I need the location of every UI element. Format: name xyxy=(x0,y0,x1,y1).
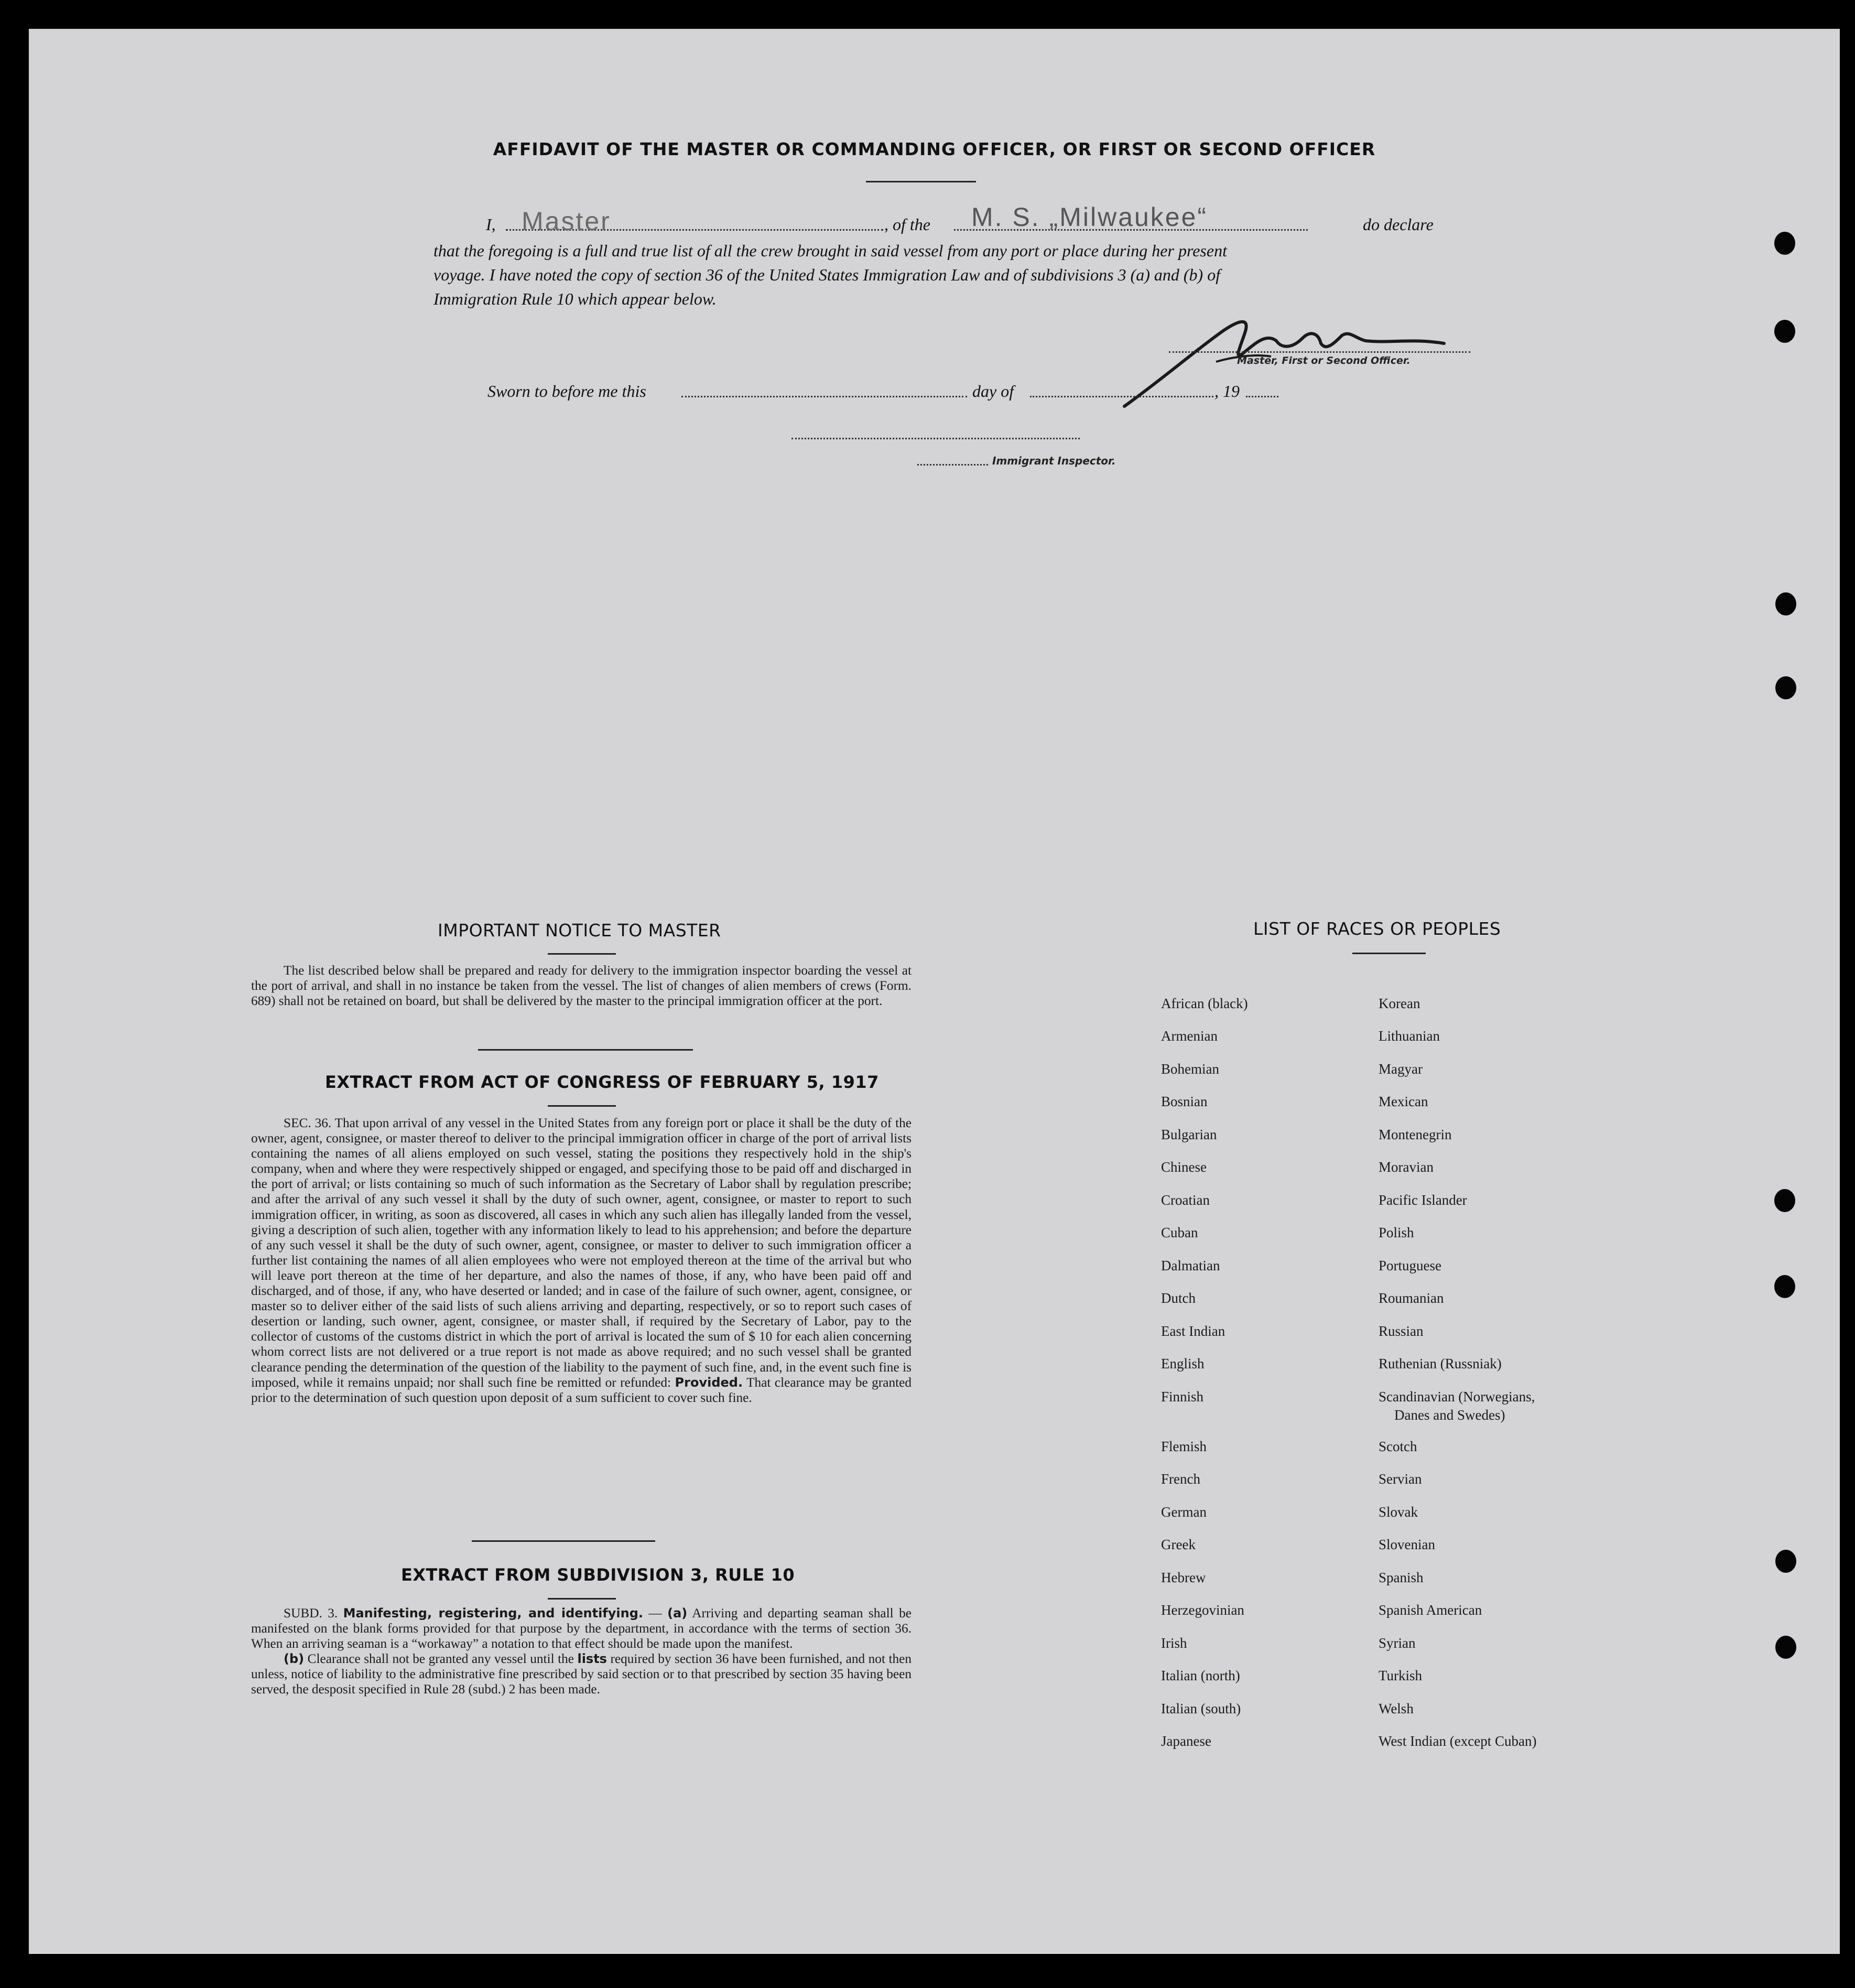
vessel-filled: M. S. „Milwaukee“ xyxy=(971,202,1208,232)
race-item: Servian xyxy=(1379,1471,1422,1487)
race-item: Italian (north) xyxy=(1161,1668,1240,1683)
subd-b-text-2: required by section 36 have been furnished, and not then unless, notice of liability to the administrative fine prescribed by said section or to that prescribed by section 35 having been served, the desposit specified in Rule 28 (subd.) 2 has been made. xyxy=(251,1651,912,1697)
affidavit-declare-label: do declare xyxy=(1363,215,1434,234)
race-item: Roumanian xyxy=(1379,1290,1444,1306)
race-item: Dutch xyxy=(1161,1290,1196,1306)
extract-rule-title: EXTRACT FROM SUBDIVISION 3, RULE 10 xyxy=(401,1565,795,1585)
race-item: Dalmatian xyxy=(1161,1258,1220,1273)
race-item: Bulgarian xyxy=(1161,1127,1217,1142)
subd-a-label: (a) xyxy=(667,1606,688,1620)
affidavit-line-2: that the foregoing is a full and true list of all the crew brought in said vessel from any port or place during her present xyxy=(433,241,1227,260)
binder-hole xyxy=(1775,676,1796,699)
notice-end-rule xyxy=(478,1049,693,1051)
race-item: Welsh xyxy=(1379,1701,1414,1716)
month-line xyxy=(1030,396,1213,397)
inspector-signature-line xyxy=(791,438,1080,439)
binder-hole xyxy=(1774,1189,1795,1212)
race-item: Moravian xyxy=(1379,1159,1434,1175)
race-item: Mexican xyxy=(1379,1094,1428,1109)
year-line xyxy=(1246,396,1278,397)
subd-b-label: (b) xyxy=(284,1651,305,1667)
extract-rule-text-block xyxy=(251,1606,912,1698)
affidavit-line-4: Immigration Rule 10 which appear below. xyxy=(433,289,717,308)
extract-act-end-rule xyxy=(472,1540,655,1542)
signature-line xyxy=(1169,351,1470,353)
race-item: Pacific Islander xyxy=(1379,1192,1467,1208)
extract-act-text: SEC. 36. That upon arrival of any vessel in the United States from any foreign port or place it shall be the duty of the owner, agent, consignee, or master thereof to deliver to the principal immigration officer in charge of the port of arrival lists containing the names of all aliens employed on such vessel, stating the positions they respectively hold in the ship's company, when and where they were respectively shipped or engaged, and specifying those to be paid off and discharged in the port of arrival; or lists containing so much of such information as the Secretary of Labor shall by regulation prescribe; and after the arrival of any such vessel it shall by the duty of such owner, agent, consignee, or master to report to such immigration officer, in writing, as soon as discovered, all cases in which any such alien has illegally landed from the vessel, giving a description of such alien, together with any information likely to lead to his apprehension; and before the departure of any such vessel it shall be the duty of such owner, agent, consignee, or master to deliver to such immigration officer a further list containing the names of all alien employees who were not employed thereon at the time of the arrival but who will leave port thereon at the time of her departure, and also the names of those, if any, who have been paid off and discharged, and of those, if any, who have deserted or landed; and in case of the failure of such owner, agent, consignee, or master so to deliver either of the said lists of such aliens arriving and departing, respectively, or so to report such cases of desertion or landing, such owner, agent, consignee, or master shall, if required by the Secretary of Labor, pay to the collector of customs of the customs district in which the port of arrival is located the sum of $ 10 for each alien concerning whom correct lists are not delivered or a true report is not made as above required; and no such vessel shall be granted clearance pending the determination of the question of the liability to the payment of such fine, and, in the event such fine is imposed, while it remains unpaid; nor shall such fine be remitted or refunded: xyxy=(251,1116,912,1390)
race-item: Scotch xyxy=(1379,1439,1417,1454)
subd-heading: Manifesting, registering, and identifying. xyxy=(343,1606,644,1620)
subd-b-text-1: Clearance shall not be granted any vessel until the xyxy=(307,1651,574,1667)
race-item: Montenegrin xyxy=(1379,1127,1452,1142)
race-item: Russian xyxy=(1379,1323,1424,1339)
sworn-label: Sworn to before me this xyxy=(487,382,646,401)
notice-title: IMPORTANT NOTICE TO MASTER xyxy=(438,920,721,941)
extract-rule-title-rule xyxy=(548,1598,616,1600)
race-item: Japanese xyxy=(1161,1733,1211,1749)
inspector-label: Immigrant Inspector. xyxy=(992,455,1116,467)
binder-hole xyxy=(1774,320,1795,343)
binder-hole xyxy=(1775,592,1796,615)
race-item: Ruthenian (Russniak) xyxy=(1379,1356,1502,1371)
inspector-prefix-line xyxy=(917,464,988,466)
notice-text-block xyxy=(251,963,912,1009)
race-item: Slovak xyxy=(1379,1504,1418,1520)
race-item: Bosnian xyxy=(1161,1094,1208,1109)
races-title: LIST OF RACES OR PEOPLES xyxy=(1253,919,1501,939)
affidavit-of-the-label: , of the xyxy=(884,215,930,234)
race-item: Cuban xyxy=(1161,1225,1198,1240)
race-item: English xyxy=(1161,1356,1205,1371)
sworn-date-line xyxy=(681,396,967,397)
affidavit-title-rule xyxy=(866,181,976,182)
race-item: West Indian (except Cuban) xyxy=(1379,1733,1537,1749)
race-item: Turkish xyxy=(1379,1668,1423,1683)
race-item: Herzegovinian xyxy=(1161,1602,1244,1618)
races-title-rule xyxy=(1352,953,1426,954)
notice-title-rule xyxy=(548,953,616,955)
binder-hole xyxy=(1775,1550,1796,1573)
race-item: Irish xyxy=(1161,1635,1187,1651)
race-item: Slovenian xyxy=(1379,1537,1435,1552)
race-item: French xyxy=(1161,1471,1200,1487)
binder-hole xyxy=(1775,1636,1796,1659)
subd-b-lists: lists xyxy=(577,1651,607,1667)
year-label: , 19 xyxy=(1214,382,1240,401)
race-item: Lithuanian xyxy=(1379,1028,1440,1044)
document-page xyxy=(29,29,1840,1954)
race-item: German xyxy=(1161,1504,1207,1520)
subd-label: SUBD. 3. xyxy=(284,1606,338,1620)
signature-caption: Master, First or Second Officer. xyxy=(1237,355,1411,366)
race-item: Scandinavian (Norwegians, xyxy=(1379,1389,1535,1404)
race-item: Polish xyxy=(1379,1225,1414,1240)
race-item: African (black) xyxy=(1161,996,1248,1011)
extract-act-text-block xyxy=(251,1116,912,1406)
race-item: Armenian xyxy=(1161,1028,1218,1044)
race-item: Hebrew xyxy=(1161,1570,1206,1585)
binder-hole xyxy=(1774,1275,1795,1298)
extract-act-text-end: That clearance may be granted prior to the determination of such question upon deposit of a sum sufficient to cover such fine. xyxy=(251,1375,912,1405)
race-item: Syrian xyxy=(1379,1635,1416,1651)
day-of-label: day of xyxy=(972,382,1014,401)
notice-text: The list described below shall be prepared and ready for delivery to the immigration inspector boarding the vessel at the port of arrival, and shall in no instance be taken from the vessel. The list of changes of alien members of crews (Form. 689) shall not be retained on board, but shall be delivered by the master to the principal immigration officer at the port. xyxy=(251,963,912,1009)
race-item: Croatian xyxy=(1161,1192,1210,1208)
affidavit-title: AFFIDAVIT OF THE MASTER OR COMMANDING OFFICER, OR FIRST OR SECOND OFFICER xyxy=(493,139,1376,159)
race-item: Bohemian xyxy=(1161,1061,1219,1077)
race-item: Finnish xyxy=(1161,1389,1204,1404)
extract-act-title-rule xyxy=(548,1105,616,1107)
provided-label: Provided. xyxy=(675,1375,743,1390)
extract-act-title: EXTRACT FROM ACT OF CONGRESS OF FEBRUARY 5, 1917 xyxy=(325,1072,879,1092)
race-item: Korean xyxy=(1379,996,1420,1011)
name-filled: Master xyxy=(522,207,611,236)
race-item: Magyar xyxy=(1379,1061,1423,1077)
race-item: Spanish American xyxy=(1379,1602,1482,1618)
subd-a-prefix: — xyxy=(648,1606,662,1620)
subd-a-text: Arriving and departing seaman shall be manifested on the blank forms provided for that purpose by the department, in accordance with the terms of section 36. When an arriving seaman is a “workaway” a notation to that effect should be made upon the manifest. xyxy=(251,1606,912,1651)
race-item: East Indian xyxy=(1161,1323,1225,1339)
race-item: Spanish xyxy=(1379,1570,1424,1585)
race-item: Greek xyxy=(1161,1537,1196,1552)
binder-hole xyxy=(1774,232,1795,255)
affidavit-i-label: I, xyxy=(486,215,496,234)
race-item: Portuguese xyxy=(1379,1258,1441,1273)
race-item: Italian (south) xyxy=(1161,1701,1241,1716)
race-item: Danes and Swedes) xyxy=(1394,1407,1505,1423)
race-item: Chinese xyxy=(1161,1159,1207,1175)
affidavit-line-3: voyage. I have noted the copy of section 36 of the United States Immigration Law and of subdivisions 3 (a) and (b) of xyxy=(433,265,1221,284)
race-item: Flemish xyxy=(1161,1439,1207,1454)
